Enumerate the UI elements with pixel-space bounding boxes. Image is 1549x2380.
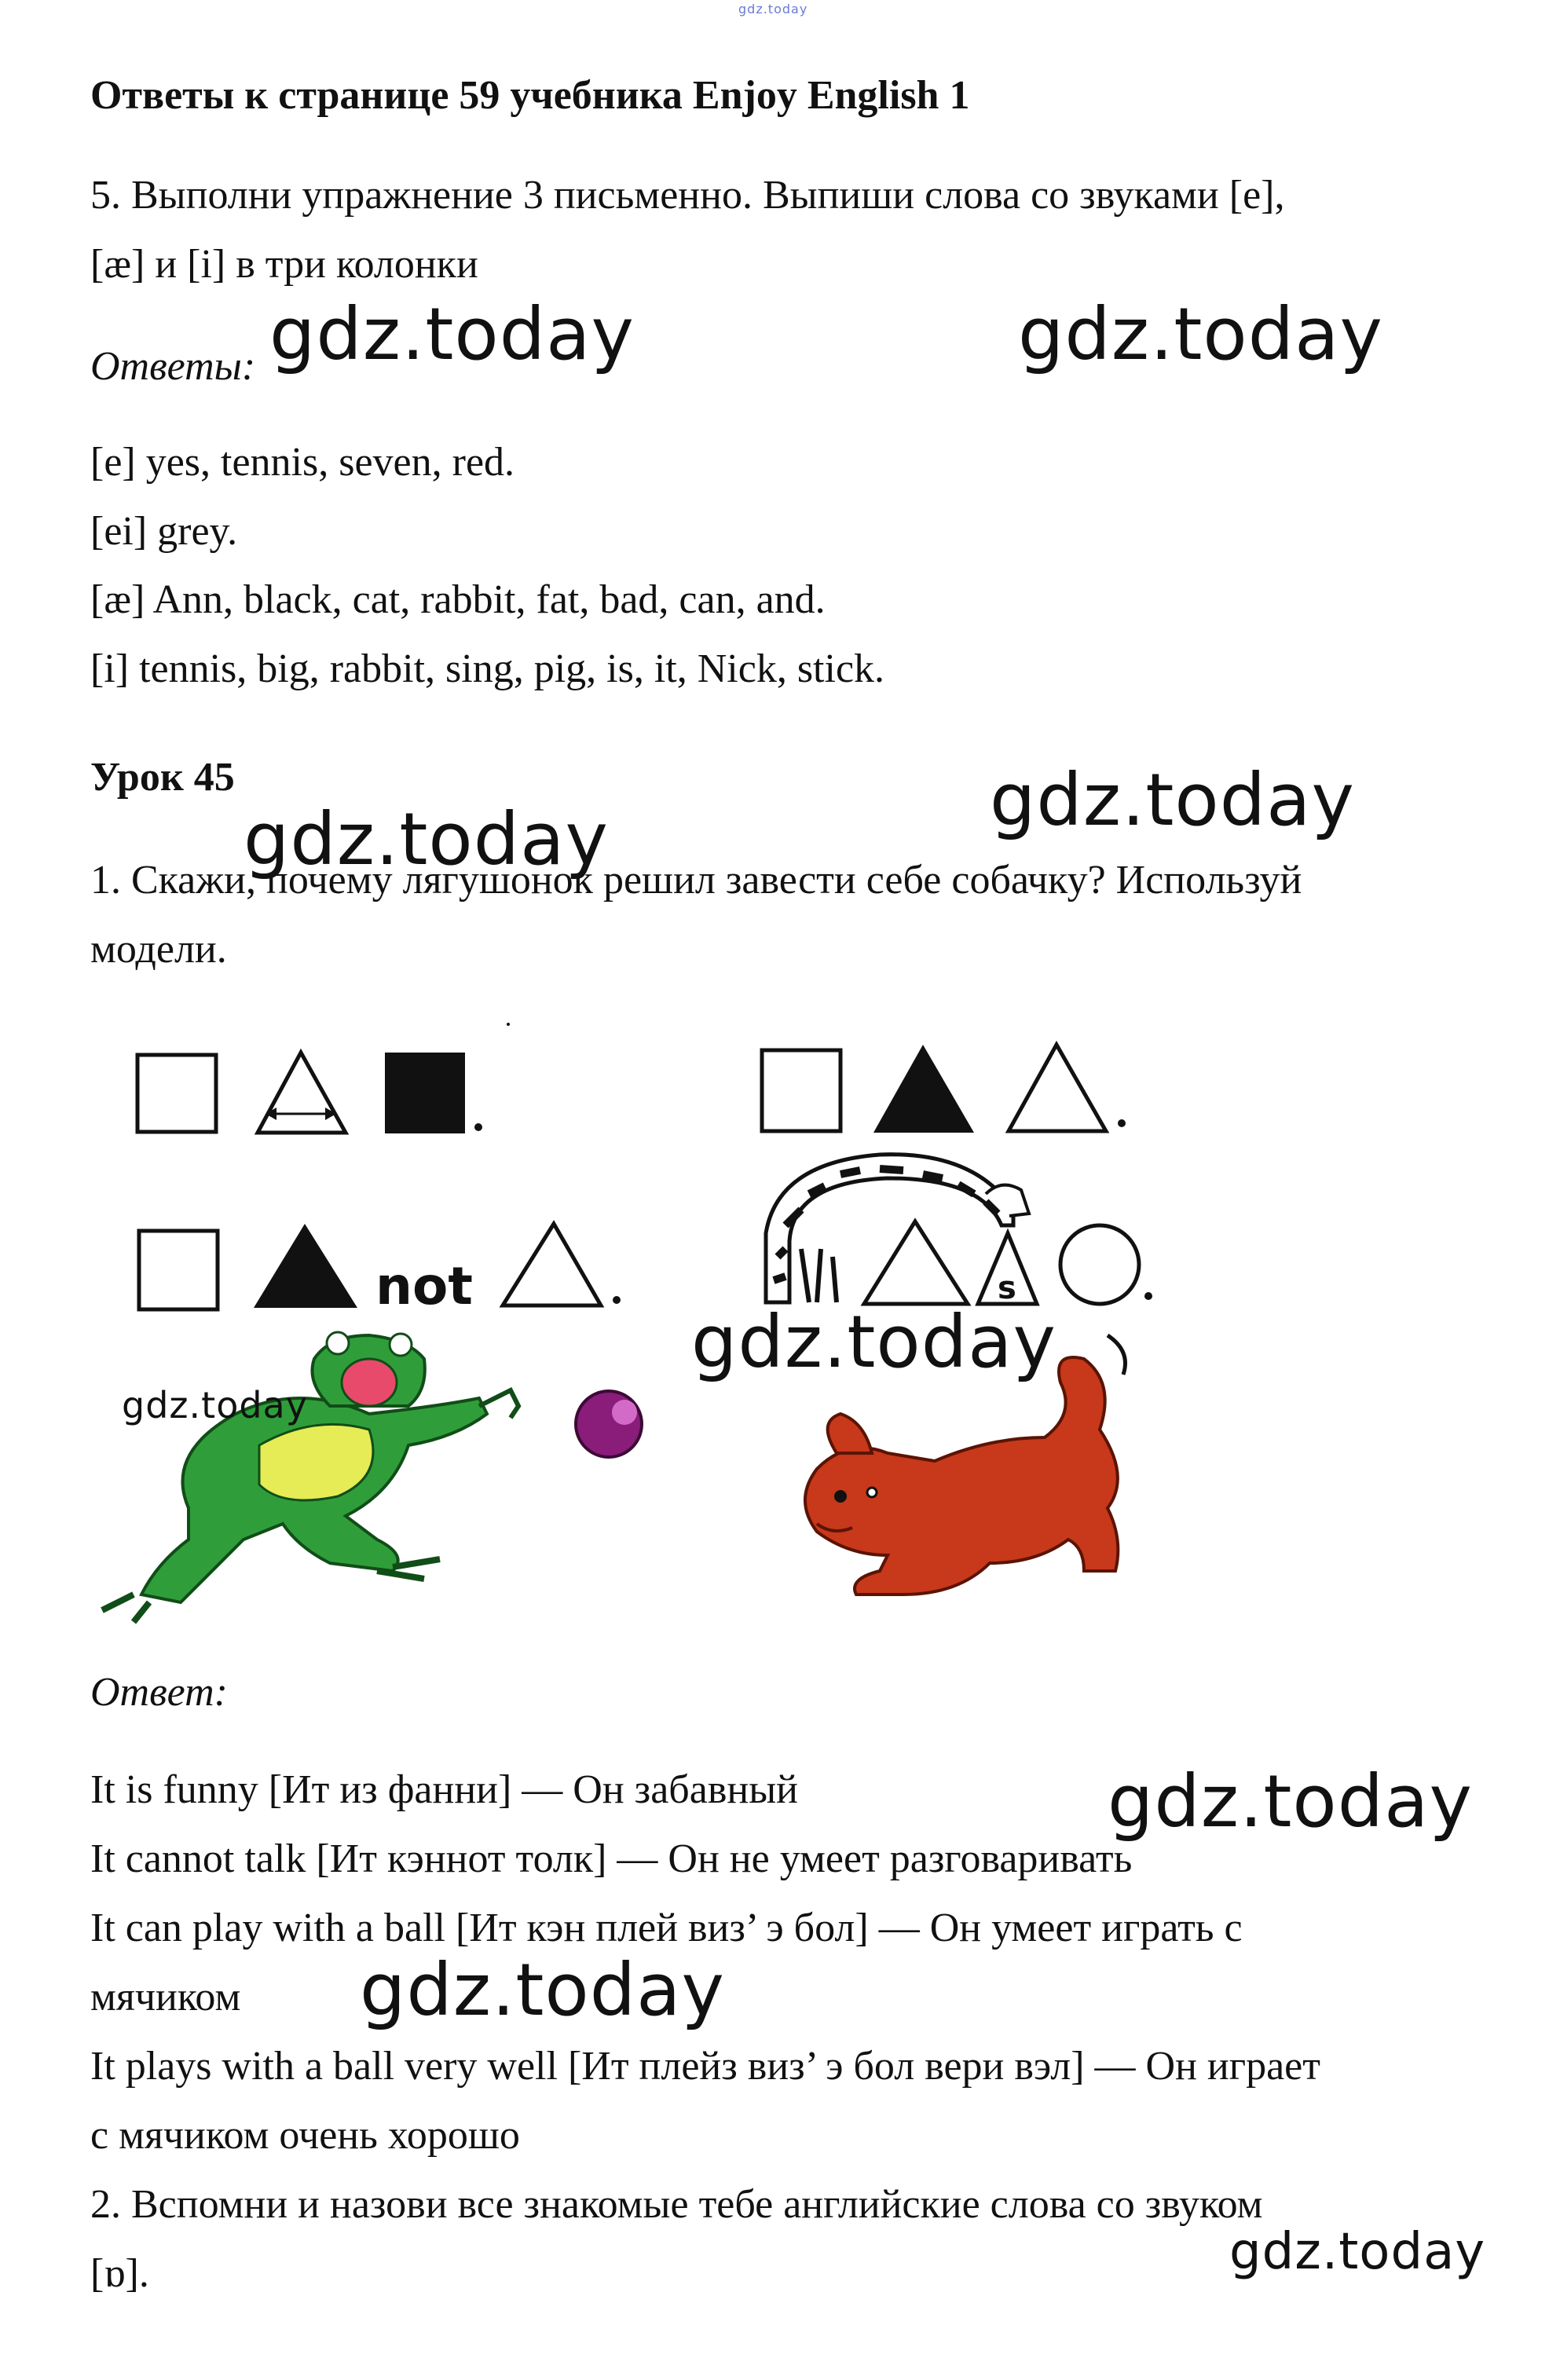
triangle-shape <box>864 1221 968 1304</box>
empty-square-shape <box>139 1231 218 1309</box>
exercise5-task-line1: 5. Выполни упражнение 3 письменно. Выпиши слова со звуками [e], <box>90 173 1285 218</box>
answer-line-i: [i] tennis, big, rabbit, sing, pig, is, it, Nick, stick. <box>90 646 885 691</box>
exercise5-task-line2: [æ] и [i] в три колонки <box>90 242 478 287</box>
task1-line2: модели. <box>90 927 227 972</box>
filled-triangle-shape <box>254 1224 357 1308</box>
answer-line-3: It can play with a ball [Ит кэн плей виз’ э бол] — Он умеет играть с <box>90 1906 1243 1950</box>
task2-line2: [ɒ]. <box>90 2251 149 2296</box>
circle-shape <box>1060 1225 1139 1304</box>
answer-label: Ответ: <box>90 1670 228 1715</box>
page-title: Ответы к странице 59 учебника Enjoy English 1 <box>90 73 970 118</box>
triangle-shape <box>503 1224 601 1305</box>
watermark: gdz.today <box>244 797 609 881</box>
answer-line-ei: [ei] grey. <box>90 509 238 554</box>
task1-line1: 1. Скажи, почему лягушонок решил завести себе собачку? Используй <box>90 858 1302 903</box>
s-letter: s <box>998 1270 1016 1306</box>
watermark: gdz.today <box>1018 292 1383 376</box>
lesson-title: Урок 45 <box>90 755 235 800</box>
model-row2-left <box>139 1224 621 1316</box>
ball-icon <box>576 1391 642 1457</box>
answer-line-e: [e] yes, tennis, seven, red. <box>90 440 515 485</box>
not-word: not <box>375 1256 473 1316</box>
watermark: gdz.today <box>1108 1759 1473 1844</box>
filled-triangle-shape <box>873 1045 974 1133</box>
triangle-shape <box>258 1053 346 1133</box>
watermark: gdz.today <box>691 1300 1056 1384</box>
frog-icon <box>102 1332 518 1622</box>
filled-square-shape <box>385 1053 465 1133</box>
answer-line-5: It plays with a ball very well [Ит плейз виз’ э бол вери вэл] — Он играет <box>90 2044 1320 2089</box>
model-row2-right <box>766 1155 1152 1306</box>
model-row1-right <box>762 1045 1126 1133</box>
empty-square-shape <box>137 1055 216 1132</box>
task2-line1: 2. Вспомни и назови все знакомые тебе английские слова со звуком <box>90 2182 1263 2227</box>
empty-square-shape <box>762 1050 840 1131</box>
answer-line-4: мячиком <box>90 1975 241 2019</box>
watermark: gdz.today <box>269 292 635 376</box>
answers-label: Ответы: <box>90 344 256 389</box>
model-row1-left <box>137 1023 510 1133</box>
top-watermark: gdz.today <box>738 2 808 16</box>
answer-line-1: It is funny [Ит из фанни] — Он забавный <box>90 1767 798 1812</box>
watermark: gdz.today <box>122 1384 308 1426</box>
watermark: gdz.today <box>990 758 1355 842</box>
answer-line-6: с мячиком очень хорошо <box>90 2113 520 2158</box>
watermark: gdz.today <box>360 1948 725 2032</box>
triangle-shape <box>1009 1045 1106 1131</box>
watermark: gdz.today <box>1229 2223 1486 2281</box>
answer-line-ae: [æ] Ann, black, cat, rabbit, fat, bad, can, and. <box>90 577 826 622</box>
answer-line-2: It cannot talk [Ит кэннот толк] — Он не умеет разговаривать <box>90 1836 1133 1881</box>
